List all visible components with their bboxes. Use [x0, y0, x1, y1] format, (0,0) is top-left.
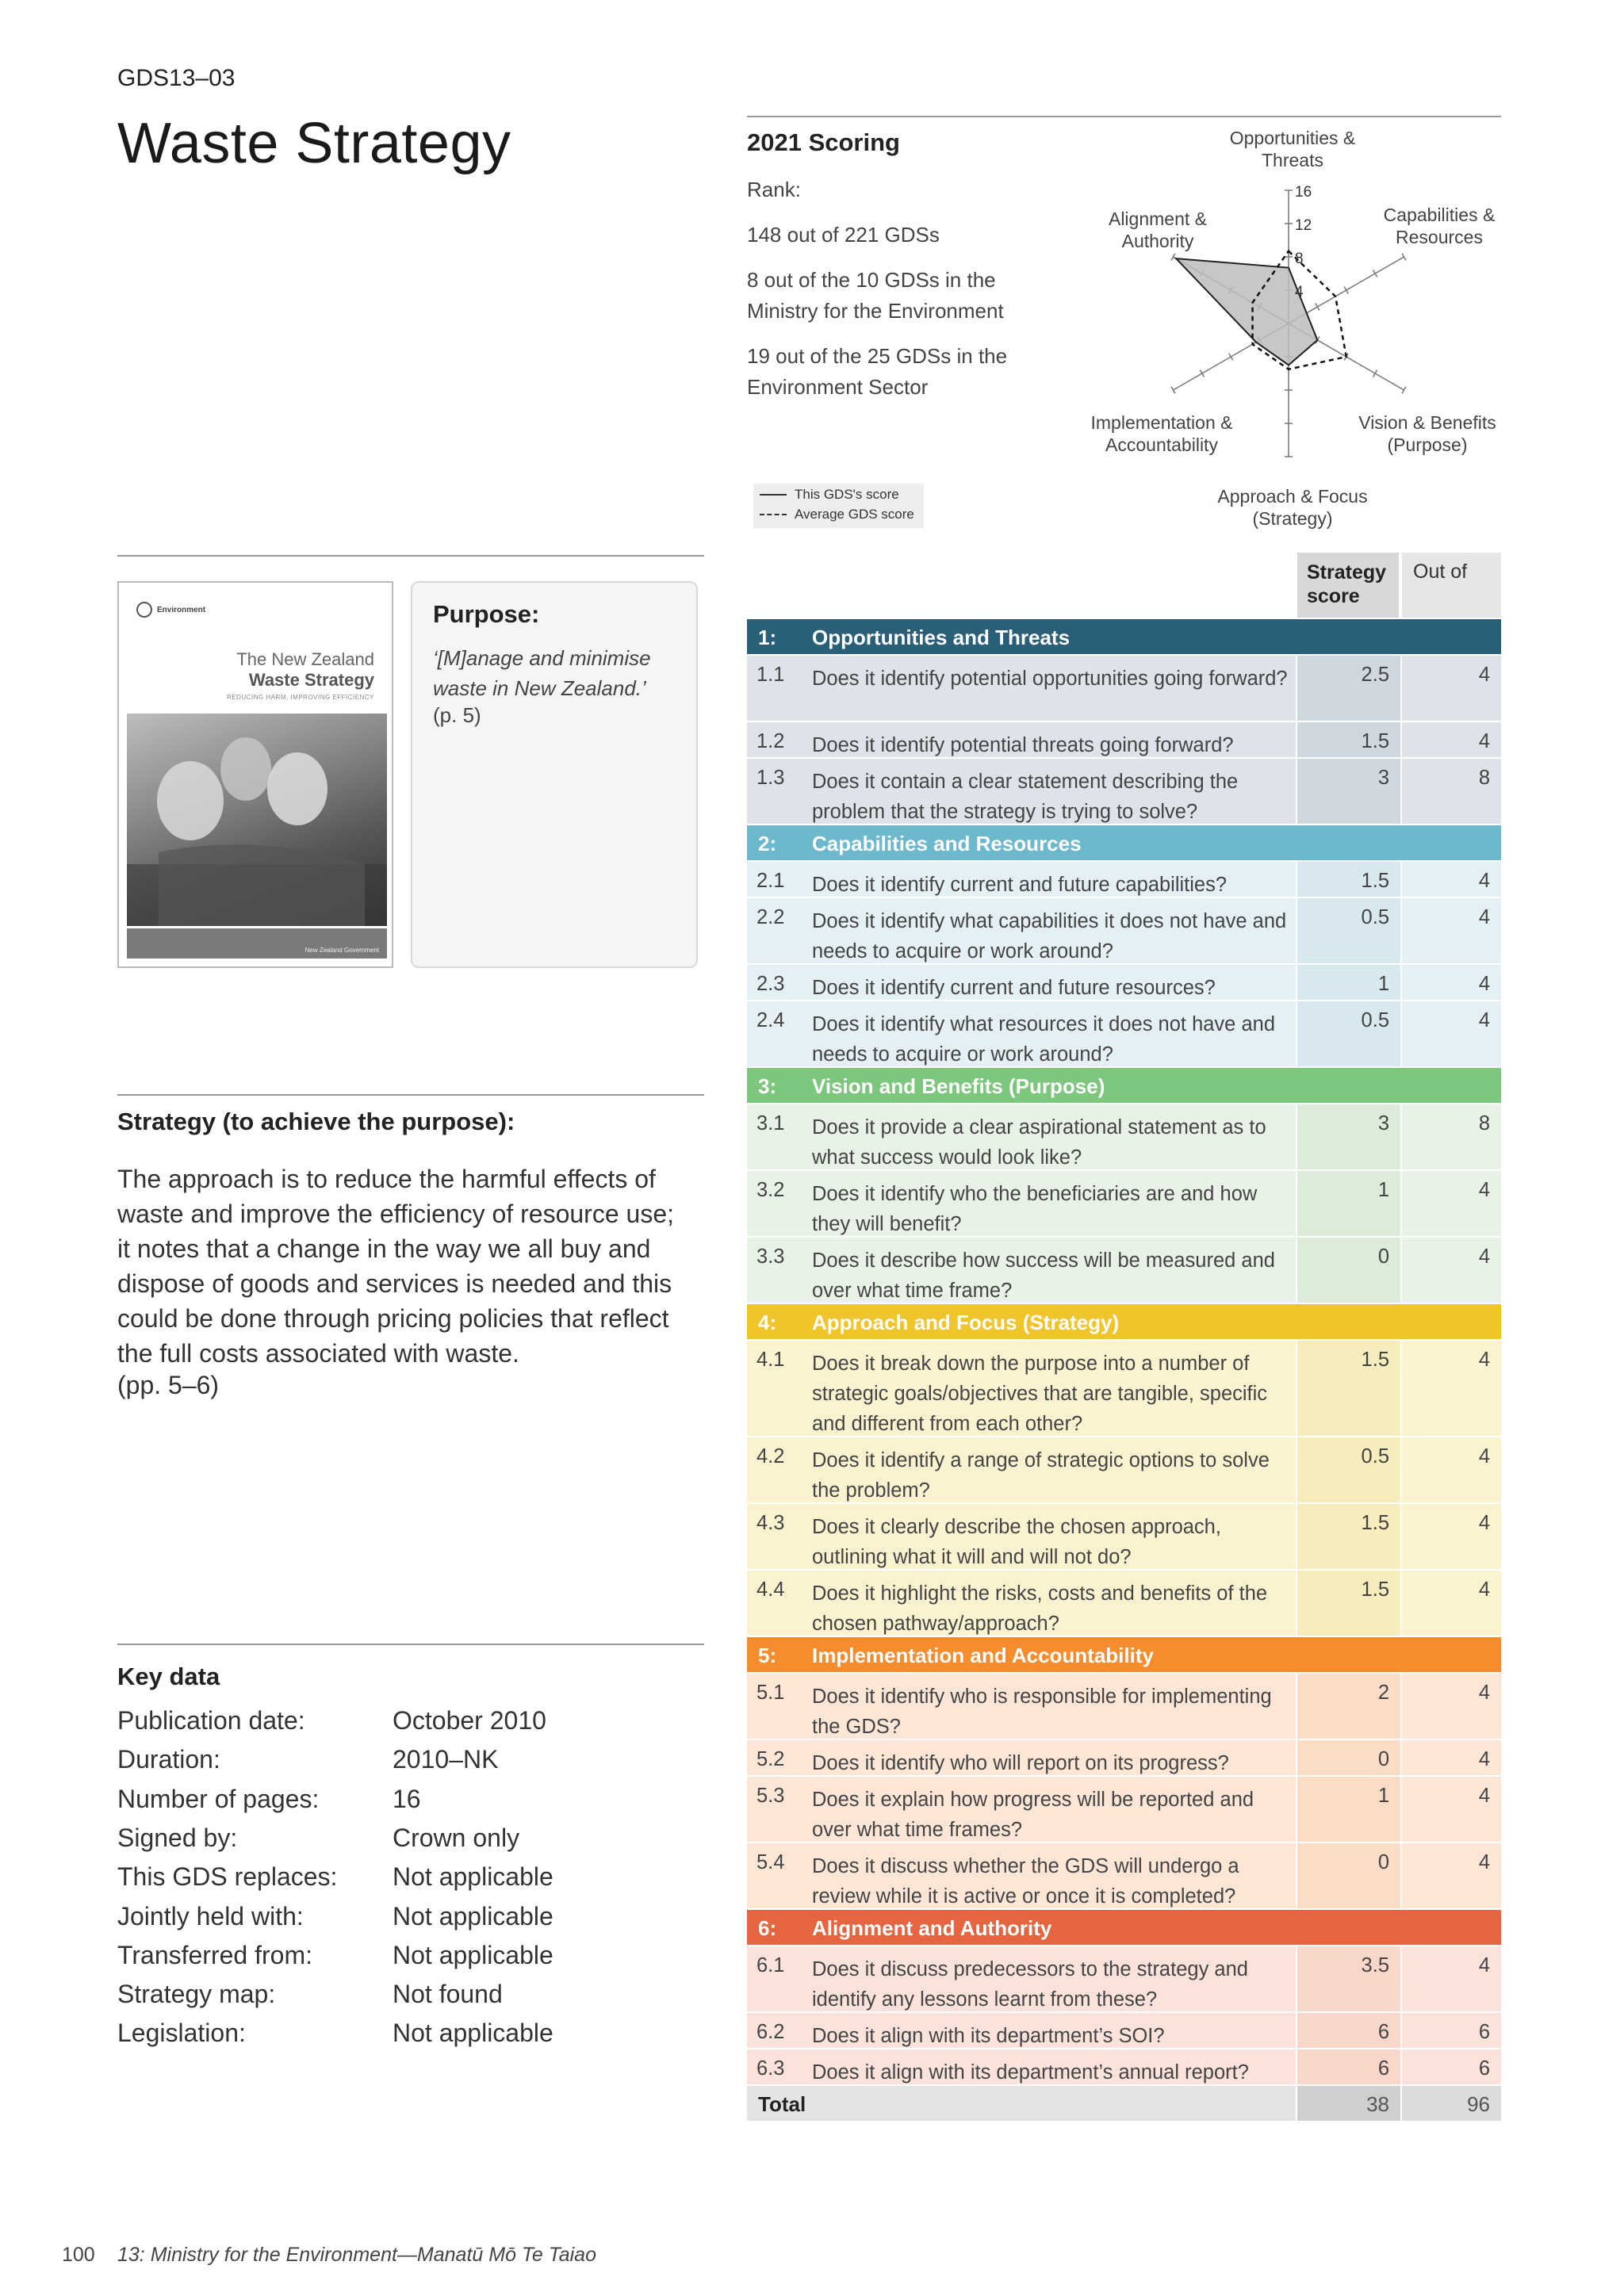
strategy-score: 1.5 — [1361, 870, 1389, 892]
question-text: Does it identify what resources it does not have and needs to acquire or work around? — [812, 1013, 1275, 1066]
strategy-score: 2 — [1377, 1682, 1389, 1704]
left-divider-2 — [117, 1094, 704, 1096]
rank-ministry: 8 out of the 10 GDSs in the Ministry for the Environment — [747, 268, 1004, 323]
section-header — [747, 619, 1501, 654]
radar-tick — [1229, 354, 1233, 361]
table-row — [747, 1104, 1501, 1169]
key-data-label: Publication date: — [117, 1706, 305, 1735]
purpose-page-ref: (p. 5) — [433, 703, 481, 727]
key-data-label: Strategy map: — [117, 1980, 276, 2009]
table-row — [747, 1341, 1501, 1436]
table-row — [747, 722, 1501, 757]
strategy-score: 1.5 — [1361, 1512, 1389, 1534]
table-row — [747, 1238, 1501, 1303]
question-text: Does it align with its department’s SOI? — [812, 2025, 1165, 2047]
section-title: Alignment and Authority — [812, 1916, 1052, 1940]
strategy-score: 1 — [1377, 973, 1389, 995]
radar-series-this-gds — [1176, 258, 1317, 365]
radar-tick — [1344, 287, 1348, 294]
out-of-value: 4 — [1478, 1512, 1490, 1534]
question-text: Does it identify who will report on its progress? — [812, 1752, 1229, 1774]
strategy-score: 0.5 — [1361, 1009, 1389, 1031]
question-number: 5.1 — [756, 1682, 785, 1704]
question-number: 5.4 — [756, 1851, 785, 1873]
table-row — [747, 759, 1501, 824]
section-header — [747, 1304, 1501, 1339]
page-title: Waste Strategy — [117, 112, 511, 175]
strategy-heading: Strategy (to achieve the purpose): — [117, 1108, 515, 1135]
key-data-label: Legislation: — [117, 2019, 246, 2048]
key-data-label: Transferred from: — [117, 1940, 312, 1969]
strategy-score: 0.5 — [1361, 1445, 1389, 1468]
out-of-value: 8 — [1478, 767, 1490, 789]
radar-tick-label: 4 — [1295, 284, 1304, 300]
question-number: 5.3 — [756, 1785, 785, 1807]
table-row — [747, 1504, 1501, 1569]
radar-tick — [1373, 370, 1377, 377]
radar-label-alignment: Alignment & Authority — [1108, 209, 1207, 251]
total-row — [747, 2086, 1501, 2121]
strategy-score: 1.5 — [1361, 1578, 1389, 1601]
radar-tick — [1402, 387, 1406, 394]
radar-tick-label: 12 — [1295, 217, 1312, 234]
logo-icon — [136, 602, 152, 618]
radar-label-opportunities: Opportunities & Threats — [1229, 128, 1356, 170]
total-out-of: 96 — [1467, 2092, 1490, 2116]
out-of-value: 4 — [1478, 1785, 1490, 1807]
radar-label-implementation: Implementation & Accountability — [1090, 412, 1233, 455]
question-number: 1.3 — [756, 767, 785, 789]
legend-avg-label: Average GDS score — [795, 507, 914, 522]
radar-tick — [1402, 254, 1406, 261]
out-of-value: 6 — [1478, 2057, 1490, 2080]
question-number: 6.2 — [756, 2021, 785, 2043]
out-of-value: 4 — [1478, 1445, 1490, 1468]
question-text: Does it highlight the risks, costs and benefits of the chosen pathway/approach? — [812, 1582, 1268, 1635]
table-row — [747, 2049, 1501, 2084]
radar-legend — [753, 484, 924, 528]
scoring-heading: 2021 Scoring — [747, 128, 900, 156]
out-of-value: 4 — [1478, 973, 1490, 995]
strategy-score: 1 — [1377, 1179, 1389, 1201]
strategy-score: 0 — [1377, 1748, 1389, 1770]
footer-text: 13: Ministry for the Environment—Manatū Mō Te Taiao — [117, 2244, 596, 2266]
table-row — [747, 1946, 1501, 2011]
question-number: 2.3 — [756, 973, 785, 995]
key-data-label: Signed by: — [117, 1823, 238, 1852]
legend-this-label: This GDS's score — [795, 487, 899, 502]
section-title: Implementation and Accountability — [812, 1644, 1154, 1667]
table-row — [747, 1171, 1501, 1236]
strategy-score: 3 — [1377, 767, 1389, 789]
strategy-text: The approach is to reduce the harmful effects of waste and improve the efficiency of resource use; it notes that a change in the way we all buy and dispose of goods and services is needed and this could be done through pricing policies that reflect the full costs associated with waste. — [117, 1165, 674, 1368]
strategy-score: 3 — [1377, 1112, 1389, 1135]
scoring-divider — [747, 116, 1501, 117]
section-header — [747, 1910, 1501, 1945]
question-text: Does it provide a clear aspirational statement as to what success would look like? — [812, 1116, 1266, 1169]
radar-tick — [1200, 370, 1204, 377]
logo-text: Environment — [157, 605, 206, 614]
section-title: Approach and Focus (Strategy) — [812, 1311, 1120, 1334]
out-of-value: 4 — [1478, 1349, 1490, 1371]
purpose-text: ‘[M]anage and minimise waste in New Zealand.’ — [433, 646, 651, 700]
strategy-score: 0 — [1377, 1851, 1389, 1873]
out-of-value: 4 — [1478, 906, 1490, 928]
question-number: 2.4 — [756, 1009, 785, 1031]
question-number: 2.1 — [756, 870, 785, 892]
rank-label: Rank: — [747, 178, 801, 201]
strategy-score: 3.5 — [1361, 1954, 1389, 1976]
section-title: Vision and Benefits (Purpose) — [812, 1074, 1105, 1098]
radar-tick — [1171, 254, 1175, 261]
key-data-value: Not found — [393, 1980, 503, 2009]
section-number: 2: — [758, 832, 777, 855]
section-title: Opportunities and Threats — [812, 626, 1071, 649]
question-text: Does it identify current and future resources? — [812, 977, 1216, 999]
table-row — [747, 862, 1501, 897]
question-number: 1.2 — [756, 730, 785, 752]
strategy-score: 1 — [1377, 1785, 1389, 1807]
question-number: 6.1 — [756, 1954, 785, 1976]
section-number: 5: — [758, 1644, 777, 1667]
out-of-value: 4 — [1478, 664, 1490, 686]
radar-tick-label: 16 — [1295, 184, 1312, 201]
total-score: 38 — [1366, 2092, 1389, 2116]
strategy-score: 1.5 — [1361, 730, 1389, 752]
question-text: Does it identify who is responsible for implementing the GDS? — [812, 1686, 1272, 1738]
section-header — [747, 825, 1501, 860]
document-code: GDS13–03 — [117, 65, 236, 91]
out-of-value: 4 — [1478, 1246, 1490, 1268]
question-number: 3.1 — [756, 1112, 785, 1135]
key-data-label: Duration: — [117, 1745, 220, 1774]
table-row — [747, 1740, 1501, 1775]
strategy-score: 0.5 — [1361, 906, 1389, 928]
out-of-value: 4 — [1478, 1682, 1490, 1704]
radar-tick — [1171, 387, 1175, 394]
question-number: 4.2 — [756, 1445, 785, 1468]
section-title: Capabilities and Resources — [812, 832, 1082, 855]
purpose-box — [411, 581, 698, 968]
question-text: Does it identify current and future capabilities? — [812, 874, 1228, 896]
table-row — [747, 1001, 1501, 1066]
radar-tick — [1316, 304, 1320, 311]
col-strategy-score: Strategy score — [1297, 553, 1399, 618]
document-cover-image — [117, 581, 393, 968]
section-number: 6: — [758, 1916, 777, 1940]
question-number: 6.3 — [756, 2057, 785, 2080]
key-data-value: Crown only — [393, 1823, 520, 1852]
scoring-table — [747, 553, 1501, 2121]
key-data-value: Not applicable — [393, 1940, 553, 1969]
out-of-value: 6 — [1478, 2021, 1490, 2043]
question-text: Does it identify what capabilities it does not have and needs to acquire or work around? — [812, 910, 1287, 962]
key-data-heading: Key data — [117, 1663, 220, 1690]
strategy-score: 6 — [1377, 2021, 1389, 2043]
table-row — [747, 1843, 1501, 1908]
table-row — [747, 898, 1501, 963]
cover-title-line1: The New Zealand — [236, 649, 374, 669]
out-of-value: 4 — [1478, 1954, 1490, 1976]
section-header — [747, 1637, 1501, 1672]
question-text: Does it discuss whether the GDS will undergo a review while it is active or once it is completed? — [812, 1855, 1239, 1908]
out-of-value: 4 — [1478, 870, 1490, 892]
section-number: 3: — [758, 1074, 777, 1098]
section-header — [747, 1068, 1501, 1103]
question-text: Does it identify who the beneficiaries are and how they will benefit? — [812, 1183, 1258, 1235]
key-data-value: Not applicable — [393, 1862, 553, 1892]
question-text: Does it identify potential opportunities going forward? — [812, 668, 1288, 690]
question-number: 3.2 — [756, 1179, 785, 1201]
cover-photo — [127, 714, 387, 926]
key-data-value: 2010–NK — [393, 1745, 499, 1774]
key-data-value: Not applicable — [393, 1901, 553, 1931]
radar-label-vision: Vision & Benefits (Purpose) — [1358, 412, 1496, 455]
out-of-value: 4 — [1478, 1578, 1490, 1601]
legend-this-gds — [760, 487, 899, 503]
strategy-score: 2.5 — [1361, 664, 1389, 686]
key-data-label: Jointly held with: — [117, 1901, 304, 1931]
question-text: Does it identify potential threats going forward? — [812, 734, 1234, 756]
out-of-value: 4 — [1478, 1748, 1490, 1770]
question-number: 2.2 — [756, 906, 785, 928]
radar-label-approach: Approach & Focus (Strategy) — [1217, 486, 1368, 529]
cover-title-line2: Waste Strategy — [248, 670, 374, 690]
key-data-value: October 2010 — [393, 1706, 546, 1735]
strategy-score: 0 — [1377, 1246, 1389, 1268]
left-divider-3 — [117, 1644, 704, 1645]
table-row — [747, 656, 1501, 721]
key-data-value: Not applicable — [393, 2019, 553, 2048]
radar-tick — [1373, 270, 1377, 277]
left-divider-1 — [117, 555, 704, 557]
strategy-page-ref: (pp. 5–6) — [117, 1371, 220, 1399]
question-text: Does it explain how progress will be reported and over what time frames? — [812, 1789, 1254, 1841]
question-number: 4.4 — [756, 1578, 785, 1601]
section-number: 1: — [758, 626, 777, 649]
strategy-score: 1.5 — [1361, 1349, 1389, 1371]
question-text: Does it identify a range of strategic options to solve the problem? — [812, 1449, 1270, 1502]
purpose-heading: Purpose: — [433, 600, 540, 628]
radar-tick-label: 8 — [1295, 251, 1304, 267]
table-row — [747, 1437, 1501, 1502]
key-data-label: Number of pages: — [117, 1784, 320, 1813]
question-text: Does it describe how success will be measured and over what time frame? — [812, 1249, 1275, 1302]
legend-average-gds — [760, 507, 914, 522]
question-text: Does it break down the purpose into a number of strategic goals/objectives that are tangible, specific and different from each other? — [812, 1353, 1268, 1435]
question-number: 5.2 — [756, 1748, 785, 1770]
section-number: 4: — [758, 1311, 777, 1334]
cover-footer — [127, 928, 387, 959]
out-of-value: 4 — [1478, 730, 1490, 752]
question-number: 4.1 — [756, 1349, 785, 1371]
cover-subtitle: REDUCING HARM, IMPROVING EFFICIENCY — [227, 694, 374, 701]
strategy-score: 6 — [1377, 2057, 1389, 2080]
table-row — [747, 965, 1501, 1000]
question-number: 3.3 — [756, 1246, 785, 1268]
out-of-value: 4 — [1478, 1009, 1490, 1031]
ministry-logo — [136, 602, 232, 618]
question-text: Does it contain a clear statement describing the problem that the strategy is trying to solve? — [812, 771, 1239, 823]
table-header — [747, 553, 1501, 618]
out-of-value: 4 — [1478, 1179, 1490, 1201]
out-of-value: 8 — [1478, 1112, 1490, 1135]
rank-overall: 148 out of 221 GDSs — [747, 223, 940, 247]
dashed-line-icon — [760, 514, 787, 515]
solid-line-icon — [760, 494, 787, 496]
col-out-of: Out of — [1402, 553, 1501, 618]
total-label: Total — [758, 2092, 806, 2116]
table-row — [747, 1674, 1501, 1739]
page-number: 100 — [62, 2244, 95, 2266]
key-data-value: 16 — [393, 1784, 421, 1813]
out-of-value: 4 — [1478, 1851, 1490, 1873]
question-text: Does it clearly describe the chosen approach, outlining what it will and will not do? — [812, 1516, 1221, 1568]
table-row — [747, 1571, 1501, 1636]
question-number: 1.1 — [756, 664, 785, 686]
key-data-label: This GDS replaces: — [117, 1862, 338, 1892]
table-row — [747, 2013, 1501, 2048]
table-body — [747, 619, 1501, 2084]
rank-sector: 19 out of the 25 GDSs in the Environment Sector — [747, 344, 1008, 399]
cover-footer-text: New Zealand Government — [304, 947, 379, 954]
radar-label-capabilities: Capabilities & Resources — [1383, 205, 1496, 247]
question-number: 4.3 — [756, 1512, 785, 1534]
question-text: Does it align with its department’s annual report? — [812, 2061, 1249, 2084]
question-text: Does it discuss predecessors to the strategy and identify any lessons learnt from these? — [812, 1958, 1248, 2011]
table-row — [747, 1777, 1501, 1842]
